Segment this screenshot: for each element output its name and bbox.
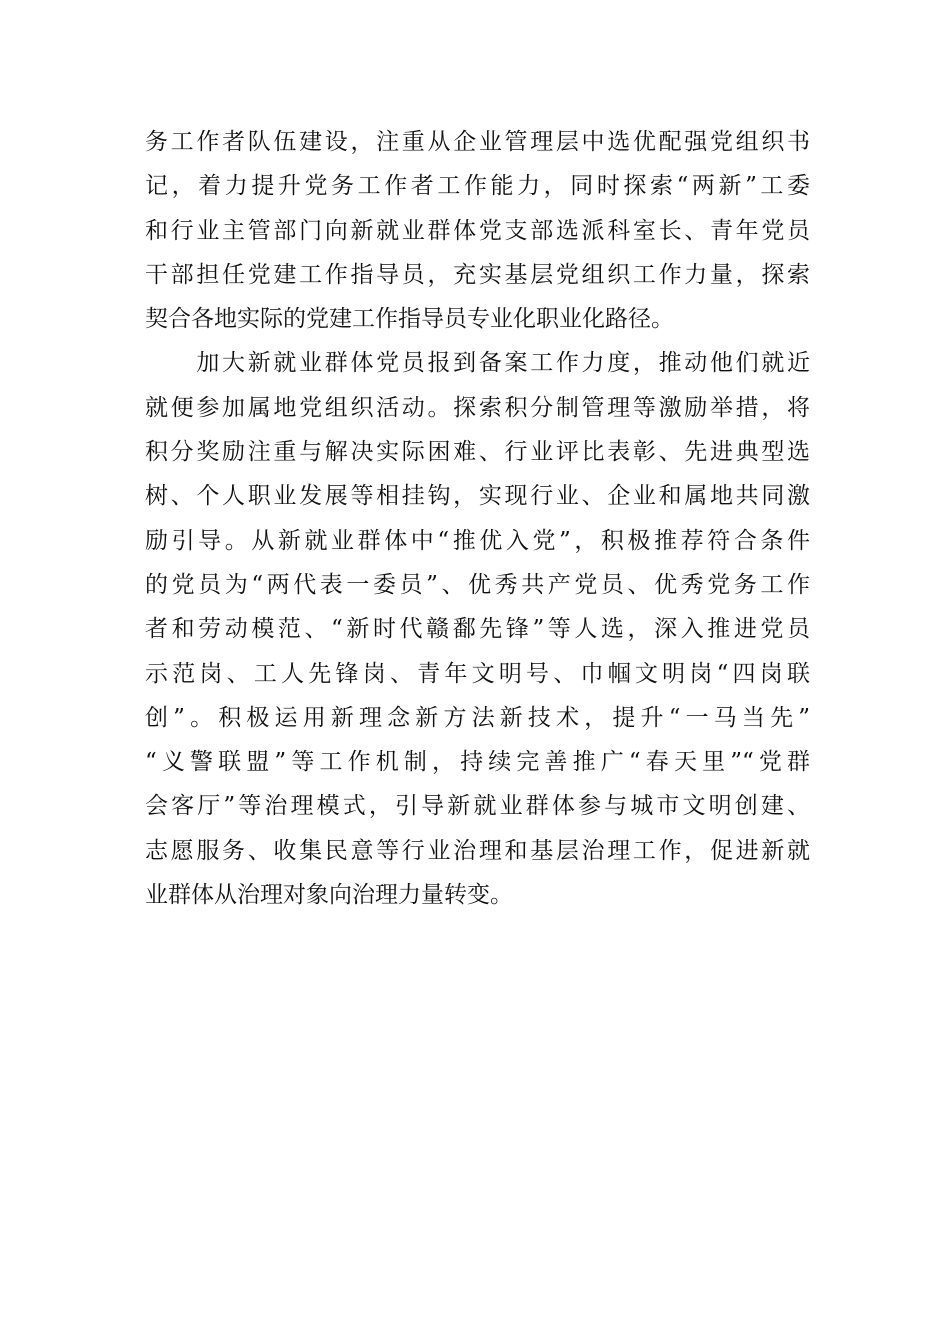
text-line: 志愿服务、收集民意等行业治理和基层治理工作，促进新就 [145, 837, 810, 864]
text-line: “义警联盟”等工作机制，持续完善推广“春天里”“党群 [145, 749, 810, 776]
text-line: 励引导。从新就业群体中“推优入党”，积极推荐符合条件 [145, 527, 810, 554]
text-line: 会客厅”等治理模式，引导新就业群体参与城市文明创建、 [145, 793, 810, 820]
text-line: 业群体从治理对象向治理力量转变。 [145, 882, 513, 909]
text-line: 的党员为“两代表一委员”、优秀共产党员、优秀党务工作 [145, 571, 810, 598]
text-line: 务工作者队伍建设，注重从企业管理层中选优配强党组织书 [145, 129, 810, 155]
text-line: 树、个人职业发展等相挂钩，实现行业、企业和属地共同激 [145, 483, 810, 510]
text-line: 就便参加属地党组织活动。探索积分制管理等激励举措，将 [145, 394, 810, 421]
text-line: 加大新就业群体党员报到备案工作力度，推动他们就近 [145, 350, 810, 377]
text-line: 者和劳动模范、“新时代赣鄱先锋”等人选，深入推进党员 [145, 616, 810, 643]
text-line: 记，着力提升党务工作者工作能力，同时探索“两新”工委 [145, 173, 810, 200]
text-line: 积分奖励注重与解决实际困难、行业评比表彰、先进典型选 [145, 439, 810, 466]
paragraph-1 [145, 120, 810, 341]
document-body [145, 120, 810, 917]
paragraph-2 [145, 341, 810, 917]
text-line: 干部担任党建工作指导员，充实基层党组织工作力量，探索 [145, 261, 810, 288]
text-line: 和行业主管部门向新就业群体党支部选派科室长、青年党员 [145, 217, 810, 244]
text-line: 示范岗、工人先锋岗、青年文明号、巾帼文明岗“四岗联 [145, 660, 810, 687]
text-line: 创”。积极运用新理念新方法新技术，提升“一马当先” [145, 704, 810, 731]
text-line: 契合各地实际的党建工作指导员专业化职业化路径。 [145, 306, 674, 333]
